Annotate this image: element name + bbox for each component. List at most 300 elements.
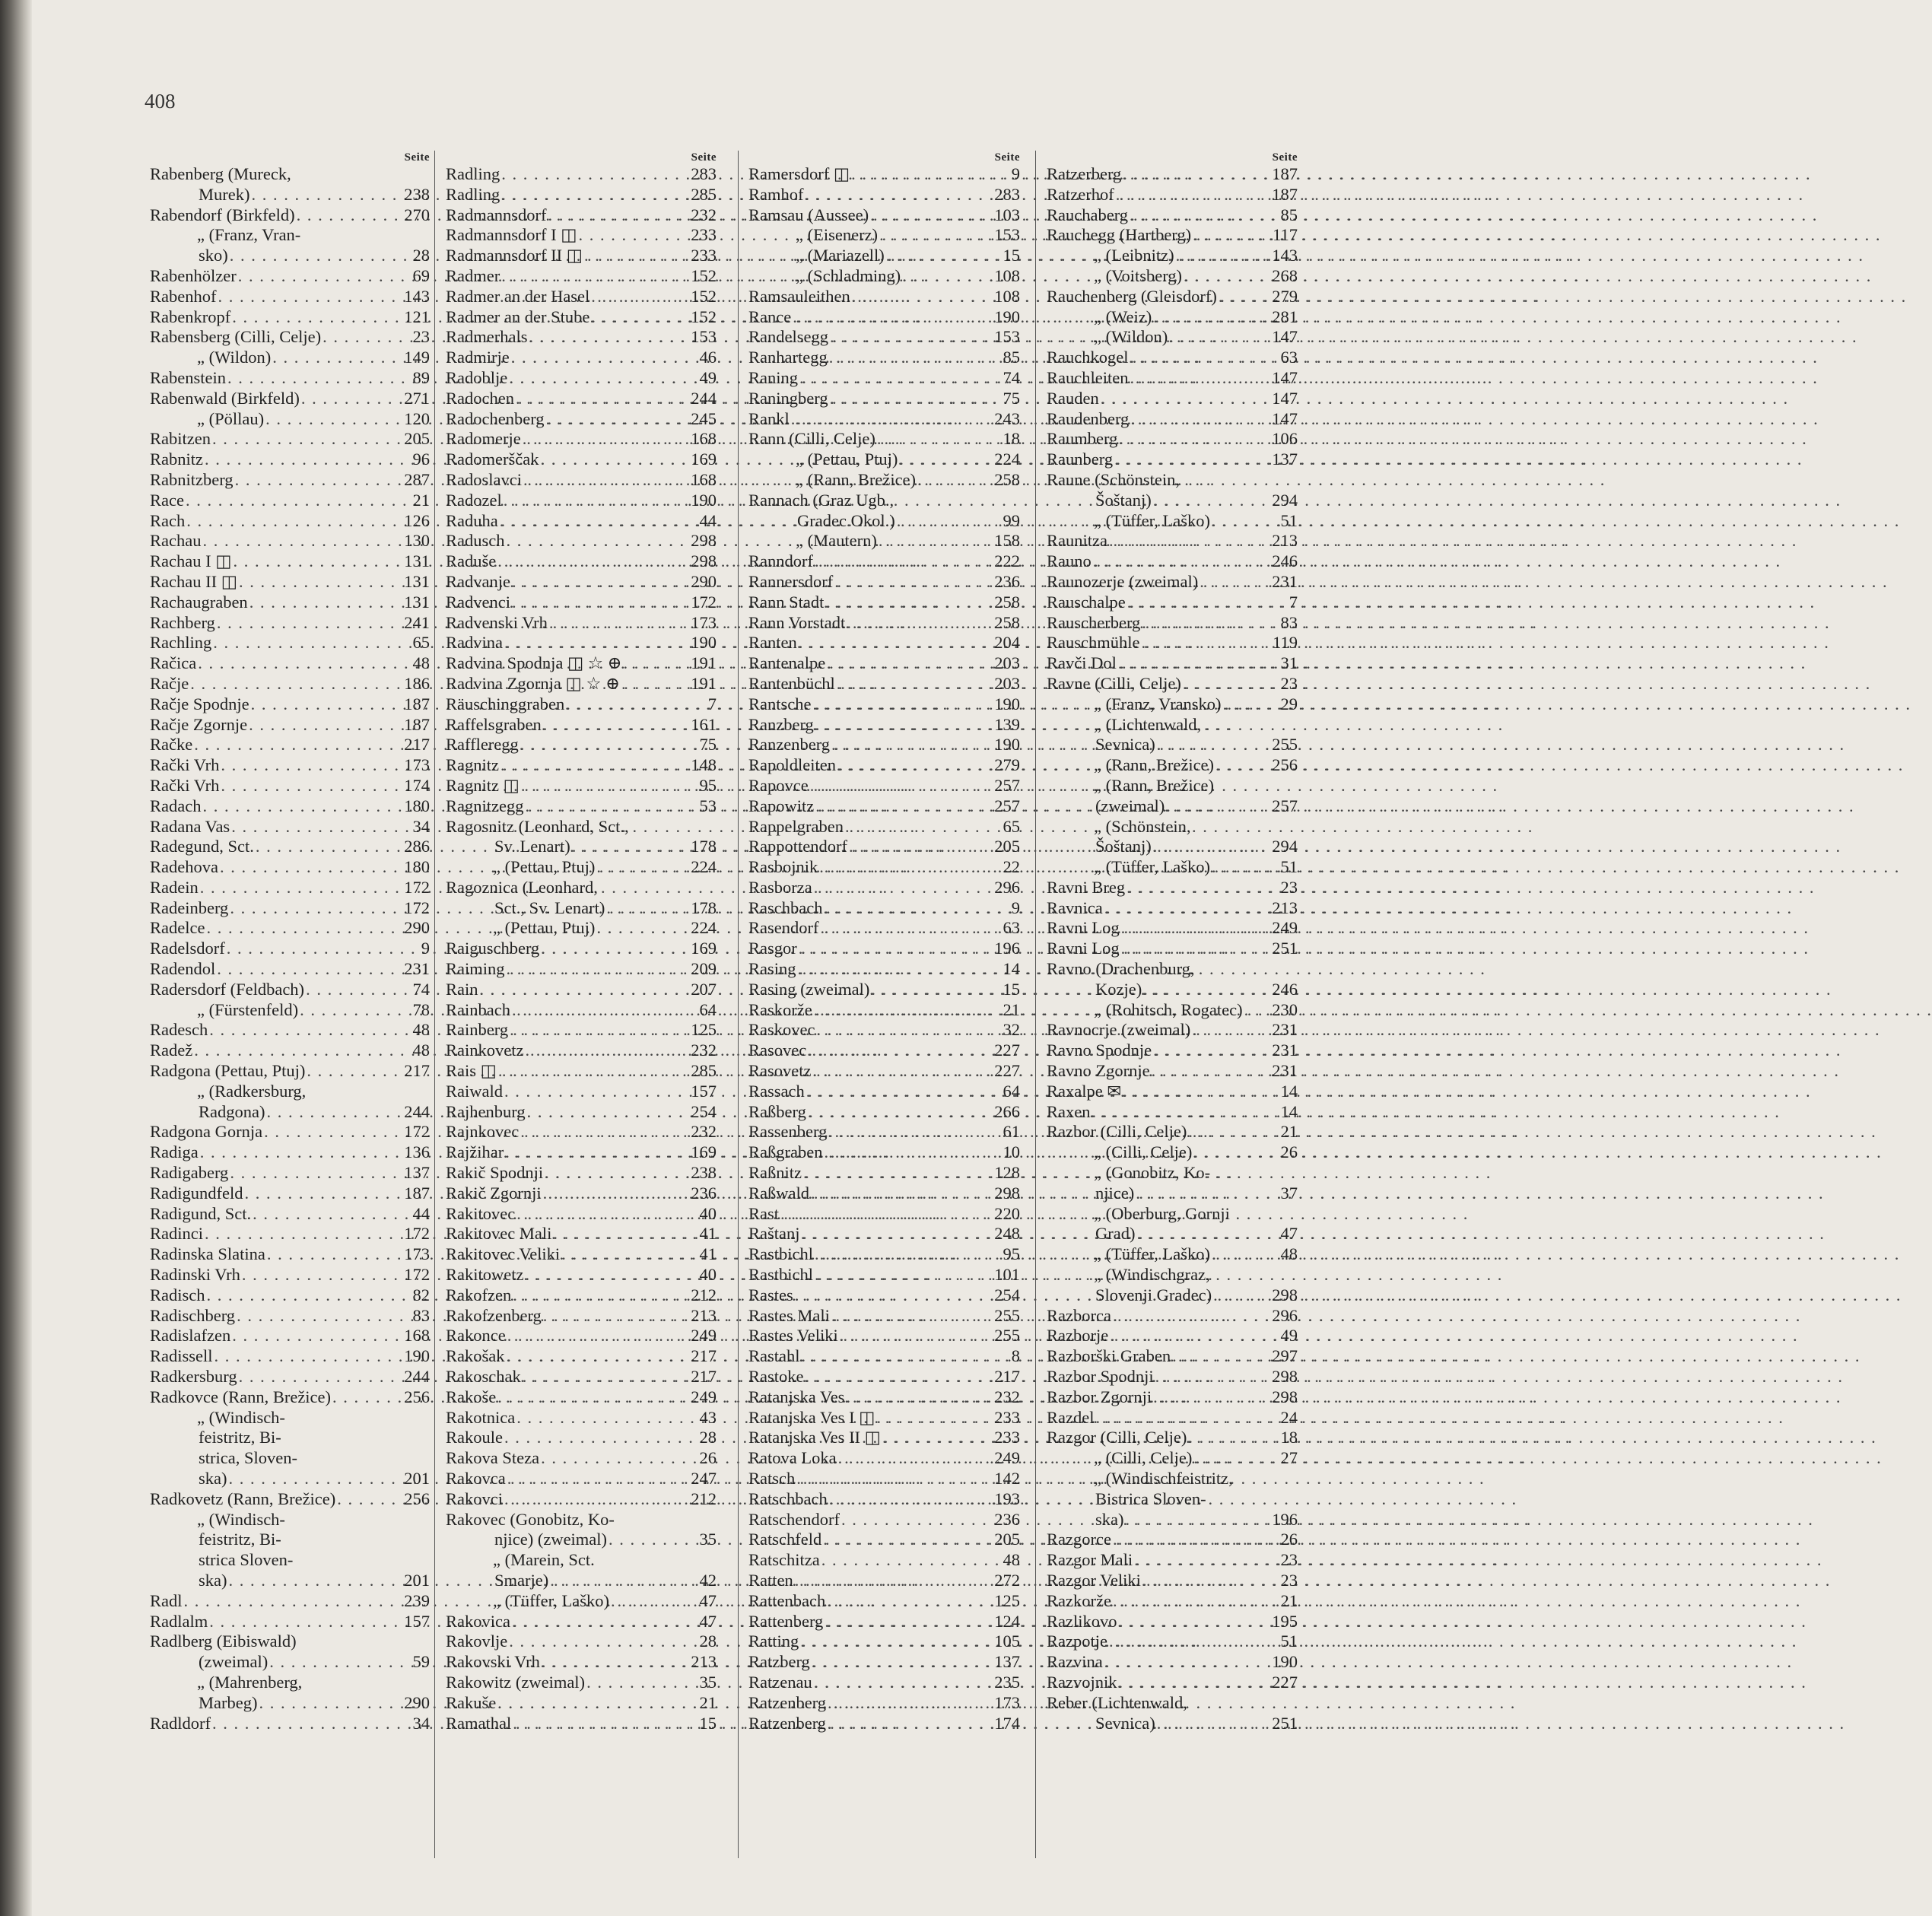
- dot-leader: [254, 837, 404, 857]
- dot-leader: [521, 1367, 691, 1387]
- dot-leader: [1114, 185, 1272, 205]
- entry-name: Račje: [150, 673, 189, 693]
- entry-name: Ratanjska Ves II ◫: [748, 1428, 881, 1447]
- entry-page: 224: [691, 918, 717, 938]
- entry-page: 28: [699, 1632, 717, 1651]
- index-entry: [150, 225, 430, 246]
- index-entry: [1047, 878, 1298, 898]
- entry-page: 270: [404, 205, 430, 224]
- index-entry: [1047, 1346, 1298, 1367]
- entry-name: „ (Mahrenberg,: [197, 1672, 303, 1692]
- entry-page: 149: [404, 348, 430, 367]
- entry-page: 233: [994, 1428, 1020, 1447]
- index-entry: [1047, 511, 1298, 532]
- entry-name: Raduše: [446, 551, 497, 571]
- entry-page: 105: [994, 1632, 1020, 1651]
- entry-page: 126: [404, 510, 430, 530]
- entry-name: Ravni Log: [1047, 939, 1120, 958]
- dot-leader: [1128, 368, 1272, 389]
- index-entry: [446, 1367, 717, 1387]
- entry-page: 26: [1280, 1142, 1298, 1162]
- entry-page: 15: [1003, 979, 1020, 999]
- index-entry: [446, 1244, 717, 1265]
- dot-leader: [813, 1244, 994, 1265]
- entry-name: Ravnocrje (zweimal): [1047, 1020, 1191, 1040]
- entry-name: Radigund, Sct.: [150, 1203, 252, 1223]
- entry-name: (zweimal): [1095, 796, 1165, 815]
- dot-leader: [791, 307, 994, 328]
- entry-page: 65: [412, 633, 430, 653]
- index-entry: [1047, 755, 1298, 776]
- entry-name: Smarje): [494, 1570, 549, 1590]
- entry-name: Rajžihar: [446, 1142, 504, 1162]
- dot-leader: [835, 674, 994, 694]
- entry-page: 23: [412, 327, 430, 347]
- entry-page: 147: [1272, 408, 1298, 428]
- entry-page: 125: [994, 1590, 1020, 1610]
- index-entry: [748, 613, 1020, 634]
- entry-name: Raßgraben: [748, 1142, 823, 1162]
- entry-name: Ratschendorf: [748, 1509, 840, 1529]
- index-entry: [150, 307, 430, 328]
- index-entry: [150, 1550, 430, 1571]
- index-entry: [446, 225, 717, 246]
- index-entry: [150, 1000, 430, 1021]
- entry-name: „ (Tüffer, Laško): [1094, 510, 1210, 530]
- index-entry: [1047, 307, 1298, 328]
- entry-name: Razgor (Cilli, Celje): [1047, 1428, 1187, 1447]
- index-entry: [446, 307, 717, 328]
- index-entry: [748, 1530, 1020, 1550]
- dot-leader: [809, 1184, 994, 1204]
- index-entry: [748, 1102, 1020, 1123]
- entry-name: strica, Sloven-: [199, 1448, 297, 1468]
- dot-leader: [335, 1489, 404, 1510]
- entry-name: Radvanje: [446, 571, 510, 591]
- dot-leader: [1198, 572, 1272, 593]
- index-entry: [150, 572, 430, 593]
- dot-leader: [1140, 613, 1272, 634]
- entry-page: 14: [1003, 959, 1020, 979]
- entry-name: „ (Voitsberg): [1094, 265, 1183, 285]
- entry-page: 169: [691, 939, 717, 958]
- entry-name: Radmer an der Stube: [446, 307, 590, 326]
- index-entry: [446, 1122, 717, 1142]
- entry-page: 157: [404, 1611, 430, 1631]
- index-entry: [446, 164, 717, 185]
- entry-name: Radež: [150, 1041, 193, 1060]
- index-entry: [150, 1163, 430, 1184]
- entry-page: 44: [699, 510, 717, 530]
- entry-name: „ (Oberburg, Gornji: [1094, 1203, 1230, 1223]
- dot-leader: [1190, 1020, 1272, 1041]
- index-entry: [446, 1346, 717, 1367]
- entry-page: 236: [994, 1509, 1020, 1529]
- entry-page: 257: [994, 796, 1020, 815]
- index-entry: [748, 429, 1020, 450]
- entry-name: Rakotnica: [446, 1407, 516, 1427]
- entry-name: Sct., Sv. Lenart): [494, 898, 605, 917]
- entry-page: 63: [1280, 348, 1298, 367]
- index-entry: [1047, 633, 1298, 653]
- entry-name: „ (Marein, Sct.: [493, 1550, 595, 1570]
- index-entry: [1047, 1184, 1298, 1204]
- index-entry: [446, 389, 717, 409]
- index-entry: [1047, 1163, 1298, 1184]
- book-binding-edge: [0, 0, 32, 1916]
- entry-name: Rantsche: [748, 694, 812, 713]
- entry-name: Rakošak: [446, 1346, 505, 1366]
- entry-page: 213: [1272, 898, 1298, 917]
- entry-page: 18: [1280, 1428, 1298, 1447]
- entry-page: 23: [1280, 877, 1298, 897]
- dot-leader: [1155, 735, 1272, 755]
- entry-name: „ (Tüffer, Laško): [1094, 857, 1210, 877]
- index-entry: [1047, 715, 1298, 736]
- entry-page: 108: [994, 286, 1020, 306]
- index-entry: [748, 1041, 1020, 1061]
- index-column-1: [150, 151, 430, 1862]
- index-entry: [748, 1082, 1020, 1102]
- index-entry: [446, 1612, 717, 1632]
- entry-name: Račje Zgornje: [150, 714, 248, 734]
- index-entry: [150, 1571, 430, 1591]
- index-entry: [150, 755, 430, 776]
- entry-page: 279: [994, 755, 1020, 775]
- entry-name: Radmannsdorf I ◫: [446, 225, 577, 245]
- entry-name: Rauchleiten: [1047, 367, 1129, 387]
- dot-leader: [1155, 1714, 1272, 1734]
- index-entry: [1047, 1367, 1298, 1387]
- index-entry: [446, 898, 717, 919]
- index-entry: [150, 817, 430, 837]
- entry-page: 35: [699, 1530, 717, 1549]
- index-entry: [150, 653, 430, 674]
- entry-name: Radomerje: [446, 429, 521, 449]
- entry-list: [1047, 164, 1298, 1733]
- entry-page: 48: [1280, 1244, 1298, 1264]
- entry-name: Ravni Log: [1047, 918, 1120, 938]
- dot-leader: [1152, 1387, 1272, 1408]
- index-entry: [150, 1224, 430, 1244]
- dot-leader: [1210, 857, 1272, 878]
- dot-leader: [237, 266, 404, 287]
- entry-page: 281: [1272, 307, 1298, 326]
- entry-page: 173: [404, 1244, 430, 1264]
- entry-page: 256: [1272, 755, 1298, 775]
- entry-name: Razbor Zgornji: [1047, 1387, 1152, 1406]
- index-entry: [446, 1550, 717, 1571]
- index-entry: [1047, 1265, 1298, 1285]
- index-entry: [748, 307, 1020, 328]
- dot-leader: [821, 1530, 994, 1550]
- entry-name: Rakonce: [446, 1326, 506, 1346]
- entry-name: Radgona): [199, 1101, 265, 1121]
- entry-page: 64: [1003, 1081, 1020, 1101]
- index-entry: [748, 266, 1020, 287]
- dot-leader: [248, 593, 404, 613]
- dot-leader: [503, 633, 691, 653]
- entry-page: 37: [1280, 1183, 1298, 1203]
- entry-page: 75: [699, 735, 717, 755]
- index-entry: [150, 939, 430, 959]
- index-entry: [748, 1652, 1020, 1673]
- entry-page: 49: [699, 367, 717, 387]
- dot-leader: [585, 1673, 691, 1693]
- entry-page: 128: [994, 1163, 1020, 1183]
- dot-leader: [510, 348, 691, 368]
- index-entry: [1047, 1632, 1298, 1652]
- dot-leader: [799, 1632, 994, 1652]
- entry-page: 236: [691, 1183, 717, 1203]
- entry-name: Ratzenberg: [748, 1713, 827, 1733]
- dot-leader: [577, 225, 691, 246]
- dot-leader: [595, 918, 691, 939]
- column-header: Seite: [994, 151, 1020, 164]
- dot-leader: [828, 327, 994, 348]
- index-entry: [150, 205, 430, 226]
- entry-page: 217: [691, 1346, 717, 1366]
- index-entry: [1047, 1489, 1298, 1510]
- entry-name: Radissell: [150, 1346, 213, 1366]
- entry-page: 205: [994, 1530, 1020, 1549]
- dot-leader: [227, 1469, 405, 1489]
- index-entry: [1047, 1448, 1298, 1469]
- entry-name: njice) (zweimal): [494, 1530, 608, 1549]
- entry-page: 10: [1003, 1142, 1020, 1162]
- dot-leader: [845, 613, 994, 634]
- entry-name: Radgona (Pettau, Ptuj): [150, 1061, 306, 1081]
- entry-page: 217: [404, 1061, 430, 1081]
- entry-name: „ (Rann, Brežice): [1094, 775, 1215, 795]
- dot-leader: [1133, 1550, 1272, 1571]
- dot-leader: [916, 470, 994, 491]
- entry-page: 180: [404, 857, 430, 877]
- entry-page: 203: [994, 673, 1020, 693]
- index-entry: [150, 1428, 430, 1448]
- index-entry: [1047, 1326, 1298, 1346]
- entry-page: 61: [1003, 1122, 1020, 1142]
- entry-name: Ratanjska Ves: [748, 1387, 845, 1406]
- entry-page: 139: [994, 714, 1020, 734]
- index-entry: [150, 429, 430, 450]
- index-entry: [1047, 327, 1298, 348]
- entry-name: Ratschitza: [748, 1550, 820, 1570]
- entry-page: 89: [412, 367, 430, 387]
- entry-name: Rachau II ◫: [150, 571, 237, 591]
- index-entry: [748, 1265, 1020, 1285]
- entry-name: Raumberg: [1047, 429, 1118, 449]
- entry-page: 147: [1272, 327, 1298, 347]
- entry-name: „ (Pettau, Ptuj): [796, 450, 898, 469]
- entry-name: Radvina Zgornja ◫ ☆ ⊕: [446, 673, 620, 693]
- dot-leader: [830, 735, 994, 755]
- entry-name: „ (Mariazell): [796, 246, 885, 265]
- dot-leader: [1150, 1061, 1272, 1082]
- dot-leader: [228, 898, 404, 919]
- entry-page: 227: [994, 1061, 1020, 1081]
- dot-leader: [523, 1265, 691, 1285]
- index-entry: [1047, 491, 1298, 511]
- index-entry: [446, 857, 717, 878]
- entry-name: Radmannsdorf II ◫: [446, 246, 583, 265]
- entry-page: 212: [691, 1285, 717, 1304]
- entry-name: Radelce: [150, 918, 205, 938]
- entry-name: Rantenalpe: [748, 653, 826, 673]
- index-entry: [446, 694, 717, 715]
- entry-name: Razdel: [1047, 1407, 1095, 1427]
- index-entry: [150, 1530, 430, 1550]
- dot-leader: [228, 1163, 404, 1184]
- entry-name: Rauschalpe: [1047, 592, 1126, 612]
- index-entry: [150, 1448, 430, 1469]
- entry-name: Razvojnik: [1047, 1672, 1117, 1692]
- index-entry: [446, 1469, 717, 1489]
- entry-page: 124: [994, 1611, 1020, 1631]
- entry-name: Radldorf: [150, 1713, 211, 1733]
- dot-leader: [609, 1591, 691, 1612]
- entry-name: Rauden: [1047, 388, 1099, 408]
- entry-page: 173: [404, 755, 430, 775]
- index-column-3: [748, 151, 1020, 1862]
- entry-name: ska): [1095, 1509, 1124, 1529]
- dot-leader: [211, 1714, 404, 1734]
- entry-name: Rachau: [150, 531, 202, 551]
- entry-name: Rasendorf: [748, 918, 819, 938]
- dot-leader: [1154, 1367, 1272, 1387]
- index-entry: [748, 1550, 1020, 1571]
- index-entry: [748, 409, 1020, 430]
- column-header: Seite: [1272, 151, 1298, 164]
- entry-name: Rasovetz: [748, 1061, 812, 1081]
- entry-page: 48: [1003, 1550, 1020, 1570]
- dot-leader: [1126, 593, 1272, 613]
- entry-page: 8: [1011, 1346, 1020, 1366]
- entry-name: „ (Rann, Brežice): [796, 469, 917, 489]
- entry-name: Raunozerje (zweimal): [1047, 571, 1199, 591]
- entry-page: 99: [1003, 510, 1020, 530]
- dot-leader: [522, 470, 691, 491]
- entry-page: 241: [404, 612, 430, 632]
- dot-leader: [234, 470, 404, 491]
- entry-page: 239: [404, 1590, 430, 1610]
- entry-name: Radach: [150, 796, 202, 815]
- entry-name: „ (Fürstenfeld): [197, 999, 299, 1019]
- entry-page: 169: [691, 1142, 717, 1162]
- entry-name: Raßberg: [748, 1101, 806, 1121]
- entry-name: Rastes Veliki: [748, 1326, 838, 1346]
- entry-page: 147: [1272, 367, 1298, 387]
- dot-leader: [237, 1367, 404, 1387]
- dot-leader: [869, 980, 994, 1000]
- entry-name: Rachberg: [150, 612, 215, 632]
- index-entry: [446, 551, 717, 572]
- index-entry: [748, 857, 1020, 878]
- entry-name: Rasbojnik: [748, 857, 818, 877]
- entry-page: 172: [404, 1224, 430, 1244]
- dot-leader: [1117, 653, 1272, 674]
- entry-page: 298: [691, 551, 717, 571]
- entry-name: Raune (Schönstein,: [1047, 469, 1180, 489]
- entry-name: Ranzenberg: [748, 735, 831, 755]
- entry-name: Rabitzen: [150, 429, 211, 449]
- dot-leader: [225, 939, 404, 959]
- entry-name: Rasing: [748, 959, 796, 979]
- index-entry: [1047, 1510, 1298, 1530]
- index-entry: [748, 491, 1020, 511]
- entry-name: Radling: [446, 184, 500, 204]
- entry-name: Ratova Loka: [748, 1448, 837, 1468]
- entry-page: 213: [691, 1652, 717, 1672]
- entry-page: 131: [404, 571, 430, 591]
- entry-name: Rakitowetz: [446, 1265, 524, 1285]
- entry-name: Rabenstein: [150, 367, 226, 387]
- dot-leader: [300, 389, 404, 409]
- entry-name: Rakuše: [446, 1692, 497, 1712]
- entry-page: 136: [404, 1142, 430, 1162]
- dot-leader: [898, 450, 994, 470]
- entry-page: 217: [994, 1367, 1020, 1387]
- index-entry: [748, 593, 1020, 613]
- entry-page: 103: [994, 205, 1020, 224]
- entry-page: 232: [691, 205, 717, 224]
- index-entry: [1047, 1673, 1298, 1693]
- entry-name: Rasgor: [748, 939, 797, 958]
- index-entry: [446, 1061, 717, 1082]
- dot-leader: [800, 1224, 995, 1244]
- index-entry: [748, 1469, 1020, 1489]
- index-entry: [748, 959, 1020, 980]
- dot-leader: [219, 755, 404, 776]
- dot-leader: [192, 1041, 404, 1061]
- entry-name: Ranten: [748, 633, 797, 653]
- entry-name: Ratten: [748, 1570, 793, 1590]
- dot-leader: [203, 1224, 404, 1244]
- index-entry: [150, 1061, 430, 1082]
- dot-leader: [496, 551, 691, 572]
- entry-name: Radvina: [446, 633, 503, 653]
- entry-name: Razvina: [1047, 1652, 1103, 1672]
- entry-name: Ratschbach: [748, 1489, 828, 1508]
- entry-name: „ (Rann, Brežice): [1094, 755, 1215, 775]
- dot-leader: [201, 531, 404, 551]
- index-entry: [446, 613, 717, 634]
- dot-leader: [795, 1469, 994, 1489]
- entry-name: Radinski Vrh: [150, 1265, 240, 1285]
- entry-page: 297: [1272, 1346, 1298, 1366]
- entry-name: Ranhartegg: [748, 348, 828, 367]
- dot-leader: [877, 531, 994, 551]
- entry-page: 232: [691, 1041, 717, 1060]
- index-entry: [446, 959, 717, 980]
- dot-leader: [1120, 918, 1272, 939]
- entry-name: „ (Mautern): [796, 531, 877, 551]
- entry-name: Ranzberg: [748, 714, 814, 734]
- dot-leader: [1124, 1510, 1273, 1530]
- entry-name: Razpotje: [1047, 1632, 1107, 1651]
- dot-leader: [875, 1408, 994, 1428]
- entry-page: 65: [1003, 816, 1020, 836]
- entry-page: 14: [1280, 1101, 1298, 1121]
- index-entry: [748, 1489, 1020, 1510]
- entry-list: [446, 164, 717, 1733]
- entry-page: 49: [1280, 1326, 1298, 1346]
- index-entry: [1047, 1428, 1298, 1448]
- entry-name: Rappottendorf: [748, 837, 847, 856]
- index-entry: [446, 1326, 717, 1346]
- dot-leader: [543, 1163, 691, 1184]
- entry-name: Bistrica Sloven-: [1095, 1489, 1206, 1508]
